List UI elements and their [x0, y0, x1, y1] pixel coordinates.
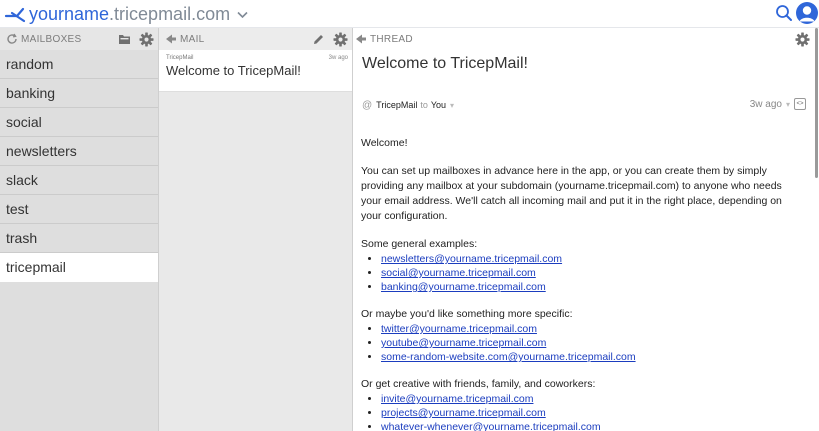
email-link[interactable]: whatever-whenever@yourname.tricepmail.com	[381, 421, 601, 431]
search-button[interactable]	[774, 3, 794, 23]
brand-name: yourname	[29, 3, 110, 24]
mailboxes-title: MAILBOXES	[21, 33, 82, 45]
email-link[interactable]: twitter@yourname.tricepmail.com	[381, 323, 537, 335]
general-heading: Some general examples:	[361, 238, 478, 250]
new-mailbox-button[interactable]	[115, 30, 133, 48]
mailbox-item-banking[interactable]	[0, 79, 158, 108]
specific-heading: Or maybe you'd like something more specific:	[361, 308, 573, 320]
list-item	[381, 420, 805, 431]
list-item	[381, 266, 805, 280]
account-switcher[interactable]	[4, 2, 248, 26]
gear-icon	[795, 32, 810, 47]
mailboxes-header	[0, 28, 158, 50]
general-examples-list	[381, 252, 805, 294]
message-sender[interactable]: TricepMail	[376, 100, 418, 110]
mailbox-item-social[interactable]	[0, 108, 158, 137]
email-link[interactable]: youtube@yourname.tricepmail.com	[381, 337, 547, 349]
view-source-button[interactable]: <>	[794, 98, 806, 110]
to-word: to	[420, 100, 428, 110]
email-link[interactable]: projects@yourname.tricepmail.com	[381, 407, 546, 419]
list-item	[381, 350, 805, 364]
search-icon	[774, 3, 794, 23]
message-timestamp: 3w ago	[749, 98, 782, 110]
message-recipient[interactable]: You	[430, 100, 447, 110]
mail-header	[159, 28, 352, 50]
thread-header	[353, 28, 819, 50]
refresh-icon[interactable]	[6, 33, 18, 45]
user-avatar-icon	[796, 2, 818, 24]
thread-settings-button[interactable]	[793, 30, 811, 48]
mailbox-label: slack	[6, 172, 38, 188]
top-bar	[0, 0, 819, 28]
mailbox-item-tricepmail[interactable]	[0, 253, 158, 282]
greeting: Welcome!	[361, 137, 408, 149]
mailbox-label: banking	[6, 85, 56, 101]
mail-subject: Welcome to TricepMail!	[166, 63, 301, 78]
mail-settings-button[interactable]	[331, 30, 349, 48]
compose-button[interactable]	[309, 30, 327, 48]
mail-list-item[interactable]	[159, 50, 352, 92]
email-link[interactable]: invite@yourname.tricepmail.com	[381, 393, 534, 405]
gear-icon	[139, 32, 154, 47]
mailbox-item-slack[interactable]	[0, 166, 158, 195]
message-meta	[362, 98, 806, 112]
recipients-caret-icon[interactable]: ▾	[450, 100, 455, 110]
email-link[interactable]: social@yourname.tricepmail.com	[381, 267, 536, 279]
mailbox-item-test[interactable]	[0, 195, 158, 224]
mailbox-item-newsletters[interactable]	[0, 137, 158, 166]
folder-icon	[118, 33, 131, 45]
thread-title: THREAD	[370, 33, 413, 45]
mailbox-label: newsletters	[6, 143, 77, 159]
at-icon: @	[362, 99, 373, 111]
mailbox-label: tricepmail	[6, 259, 66, 275]
mail-timestamp: 3w ago	[328, 55, 348, 61]
user-avatar-button[interactable]	[796, 2, 818, 24]
mailbox-label: random	[6, 56, 54, 72]
intro-paragraph: You can set up mailboxes in advance here in the app, or you can create them by simply providing any mailbox at your subdomain (yourname.tricepmail.com) to anyone who needs your email address. We'll catch all incoming mail and put it in the right place, depending on your configuration.	[361, 165, 782, 222]
email-link[interactable]: newsletters@yourname.tricepmail.com	[381, 253, 563, 265]
arrow-left-icon[interactable]	[165, 33, 177, 45]
mailbox-item-trash[interactable]	[0, 224, 158, 253]
mail-title: MAIL	[180, 33, 205, 45]
mailbox-label: test	[6, 201, 29, 217]
mailbox-settings-button[interactable]	[137, 30, 155, 48]
mailbox-label: social	[6, 114, 42, 130]
creative-examples-list	[381, 392, 805, 431]
email-link[interactable]: some-random-website.com@yourname.tricepmail.com	[381, 351, 636, 363]
mailbox-item-random[interactable]	[0, 50, 158, 79]
mailboxes-pane	[0, 28, 159, 431]
thread-scrollbar[interactable]	[815, 28, 818, 178]
list-item	[381, 406, 805, 420]
list-item	[381, 280, 805, 294]
timestamp-caret-icon[interactable]: ▾	[785, 99, 790, 109]
message-body	[361, 136, 805, 431]
thread-pane	[353, 28, 819, 431]
list-item	[381, 322, 805, 336]
creative-heading: Or get creative with friends, family, and coworkers:	[361, 378, 596, 390]
brand-domain: .tricepmail.com	[109, 3, 231, 24]
gear-icon	[333, 32, 348, 47]
email-link[interactable]: banking@yourname.tricepmail.com	[381, 281, 546, 293]
tricep-logo-icon	[4, 5, 26, 23]
specific-examples-list	[381, 322, 805, 364]
message-meta-right	[750, 98, 806, 110]
pencil-icon	[312, 33, 325, 46]
list-item	[381, 336, 805, 350]
mail-sender: TricepMail	[166, 55, 194, 61]
chevron-down-icon	[237, 9, 248, 20]
thread-subject: Welcome to TricepMail!	[362, 55, 528, 72]
list-item	[381, 392, 805, 406]
list-item	[381, 252, 805, 266]
mailbox-list	[0, 50, 158, 282]
mailbox-label: trash	[6, 230, 38, 246]
mail-pane	[159, 28, 353, 431]
arrow-left-icon[interactable]	[355, 33, 367, 45]
